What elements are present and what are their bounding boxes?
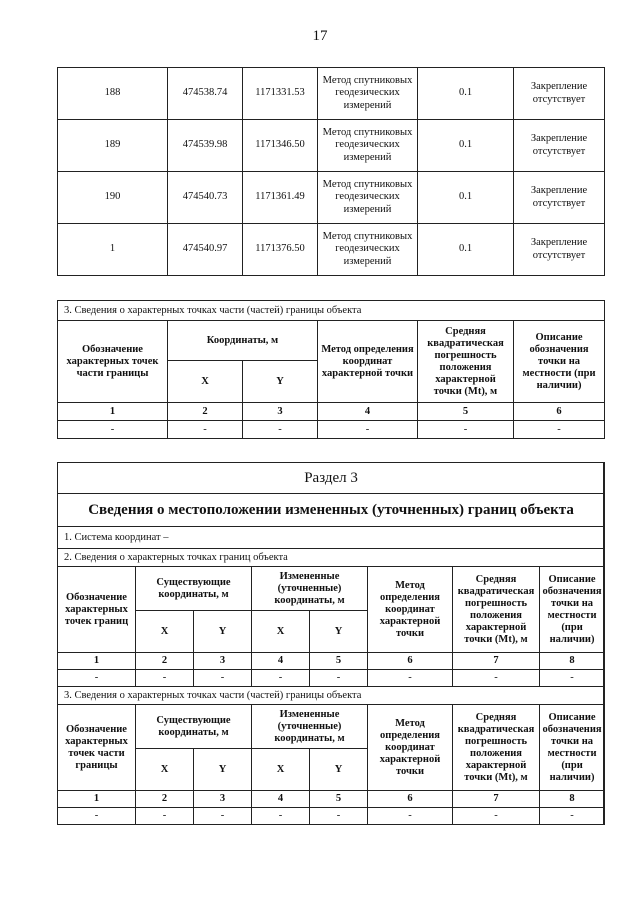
table-cell: 8 [540, 653, 605, 670]
table-cell: - [540, 670, 605, 687]
section2-part-points-table [57, 300, 605, 439]
boundary-points-table [57, 67, 605, 276]
p2-y-changed: Y [310, 611, 368, 653]
table-cell: 7 [453, 791, 540, 808]
table-cell: 1 [58, 224, 168, 276]
table-cell: 1171361.49 [243, 172, 318, 224]
p3-method-header: Метод определения координат характерной точки [368, 705, 453, 791]
table-cell: 1171346.50 [243, 120, 318, 172]
table-cell: Закрепление отсутствует [514, 224, 605, 276]
table-cell: - [243, 421, 318, 439]
p3-changed-header: Измененные (уточненные) координаты, м [252, 705, 368, 749]
table-cell: 5 [310, 791, 368, 808]
p3-x-existing: X [136, 749, 194, 791]
p3-y-existing: Y [194, 749, 252, 791]
p2-y-existing: Y [194, 611, 252, 653]
table-cell: 4 [252, 791, 310, 808]
y-header: Y [243, 361, 318, 403]
designation-header: Обозначение характерных точек части границы [58, 321, 168, 403]
table-cell: 6 [514, 403, 605, 421]
table-row [58, 172, 605, 224]
p2-description-header: Описание обозначения точки на местности (при наличии) [540, 567, 605, 653]
table-cell: 6 [368, 791, 453, 808]
p2-x-changed: X [252, 611, 310, 653]
table-cell: - [514, 421, 605, 439]
table-cell: 474538.74 [168, 68, 243, 120]
table-cell: 0.1 [418, 68, 514, 120]
table-cell: - [136, 808, 194, 825]
table-cell: - [368, 670, 453, 687]
table-cell: - [310, 808, 368, 825]
p3-error-header: Средняя квадратическая погрешность положения характерной точки (Mt), м [453, 705, 540, 791]
table-cell: 474540.73 [168, 172, 243, 224]
description-header: Описание обозначения точки на местности (при наличии) [514, 321, 605, 403]
p2-designation-header: Обозначение характерных точек границ [58, 567, 136, 653]
table-row [58, 791, 605, 808]
p2-changed-header: Измененные (уточненные) координаты, м [252, 567, 368, 611]
table-cell: 474539.98 [168, 120, 243, 172]
table-cell: Закрепление отсутствует [514, 172, 605, 224]
table-cell: - [168, 421, 243, 439]
table-cell: - [310, 670, 368, 687]
section3-title: Раздел 3 [58, 463, 605, 494]
table-row [58, 120, 605, 172]
table-cell: - [194, 670, 252, 687]
table-cell: - [58, 670, 136, 687]
table-cell: 2 [136, 653, 194, 670]
p3-x-changed: X [252, 749, 310, 791]
table-row [58, 653, 605, 670]
x-header: X [168, 361, 243, 403]
table-cell: 4 [252, 653, 310, 670]
table-cell: 190 [58, 172, 168, 224]
method-header: Метод определения координат характерной точки [318, 321, 418, 403]
table-cell: 3 [194, 791, 252, 808]
table-cell: - [318, 421, 418, 439]
p2-x-existing: X [136, 611, 194, 653]
table-cell: 1 [58, 403, 168, 421]
table-cell: - [58, 808, 136, 825]
coords-header: Координаты, м [168, 321, 318, 361]
table-row [58, 68, 605, 120]
p2-existing-header: Существующие координаты, м [136, 567, 252, 611]
table-cell: - [418, 421, 514, 439]
table-cell: - [58, 421, 168, 439]
table-cell: 5 [310, 653, 368, 670]
coord-system: 1. Система координат – [58, 527, 605, 549]
table-cell: 2 [136, 791, 194, 808]
table-row [58, 670, 605, 687]
page-number: 17 [312, 28, 328, 44]
table-cell: - [194, 808, 252, 825]
table-cell: 4 [318, 403, 418, 421]
part3-heading: 3. Сведения о характерных точках части (частей) границы объекта [58, 687, 605, 705]
table-cell: - [453, 670, 540, 687]
p3-description-header: Описание обозначения точки на местности (при наличии) [540, 705, 605, 791]
table-cell: 1 [58, 653, 136, 670]
table-cell: - [453, 808, 540, 825]
table-cell: Закрепление отсутствует [514, 120, 605, 172]
p2-method-header: Метод определения координат характерной точки [368, 567, 453, 653]
table-cell: 2 [168, 403, 243, 421]
table-cell: Закрепление отсутствует [514, 68, 605, 120]
table-cell: - [252, 808, 310, 825]
table-cell: 474540.97 [168, 224, 243, 276]
table-cell: 3 [194, 653, 252, 670]
section3-subtitle: Сведения о местоположении измененных (уточненных) границ объекта [58, 494, 605, 527]
table-cell: 7 [453, 653, 540, 670]
table-row [58, 403, 605, 421]
table-cell: - [252, 670, 310, 687]
table-cell: 6 [368, 653, 453, 670]
p3-existing-header: Существующие координаты, м [136, 705, 252, 749]
error-header: Средняя квадратическая погрешность положения характерной точки (Mt), м [418, 321, 514, 403]
p3-y-changed: Y [310, 749, 368, 791]
table-cell: Метод спутниковых геодезических измерений [318, 172, 418, 224]
part2-heading: 2. Сведения о характерных точках границ объекта [58, 549, 605, 567]
table-cell: 5 [418, 403, 514, 421]
table-row [58, 224, 605, 276]
table-cell: 3 [243, 403, 318, 421]
table-cell: - [136, 670, 194, 687]
table-cell: - [368, 808, 453, 825]
table-cell: - [540, 808, 605, 825]
table-cell: 0.1 [418, 172, 514, 224]
table-row [58, 421, 605, 439]
section2-part3-heading: 3. Сведения о характерных точках части (частей) границы объекта [58, 301, 605, 321]
table-cell: 8 [540, 791, 605, 808]
p2-error-header: Средняя квадратическая погрешность положения характерной точки (Mt), м [453, 567, 540, 653]
table-cell: Метод спутниковых геодезических измерений [318, 120, 418, 172]
table-cell: 1 [58, 791, 136, 808]
section3-table [57, 462, 605, 825]
table-cell: 1171376.50 [243, 224, 318, 276]
table-cell: Метод спутниковых геодезических измерений [318, 224, 418, 276]
table-row [58, 808, 605, 825]
table-cell: 0.1 [418, 224, 514, 276]
table-cell: Метод спутниковых геодезических измерений [318, 68, 418, 120]
table-cell: 0.1 [418, 120, 514, 172]
table-cell: 1171331.53 [243, 68, 318, 120]
table-cell: 188 [58, 68, 168, 120]
table-cell: 189 [58, 120, 168, 172]
p3-designation-header: Обозначение характерных точек части границы [58, 705, 136, 791]
